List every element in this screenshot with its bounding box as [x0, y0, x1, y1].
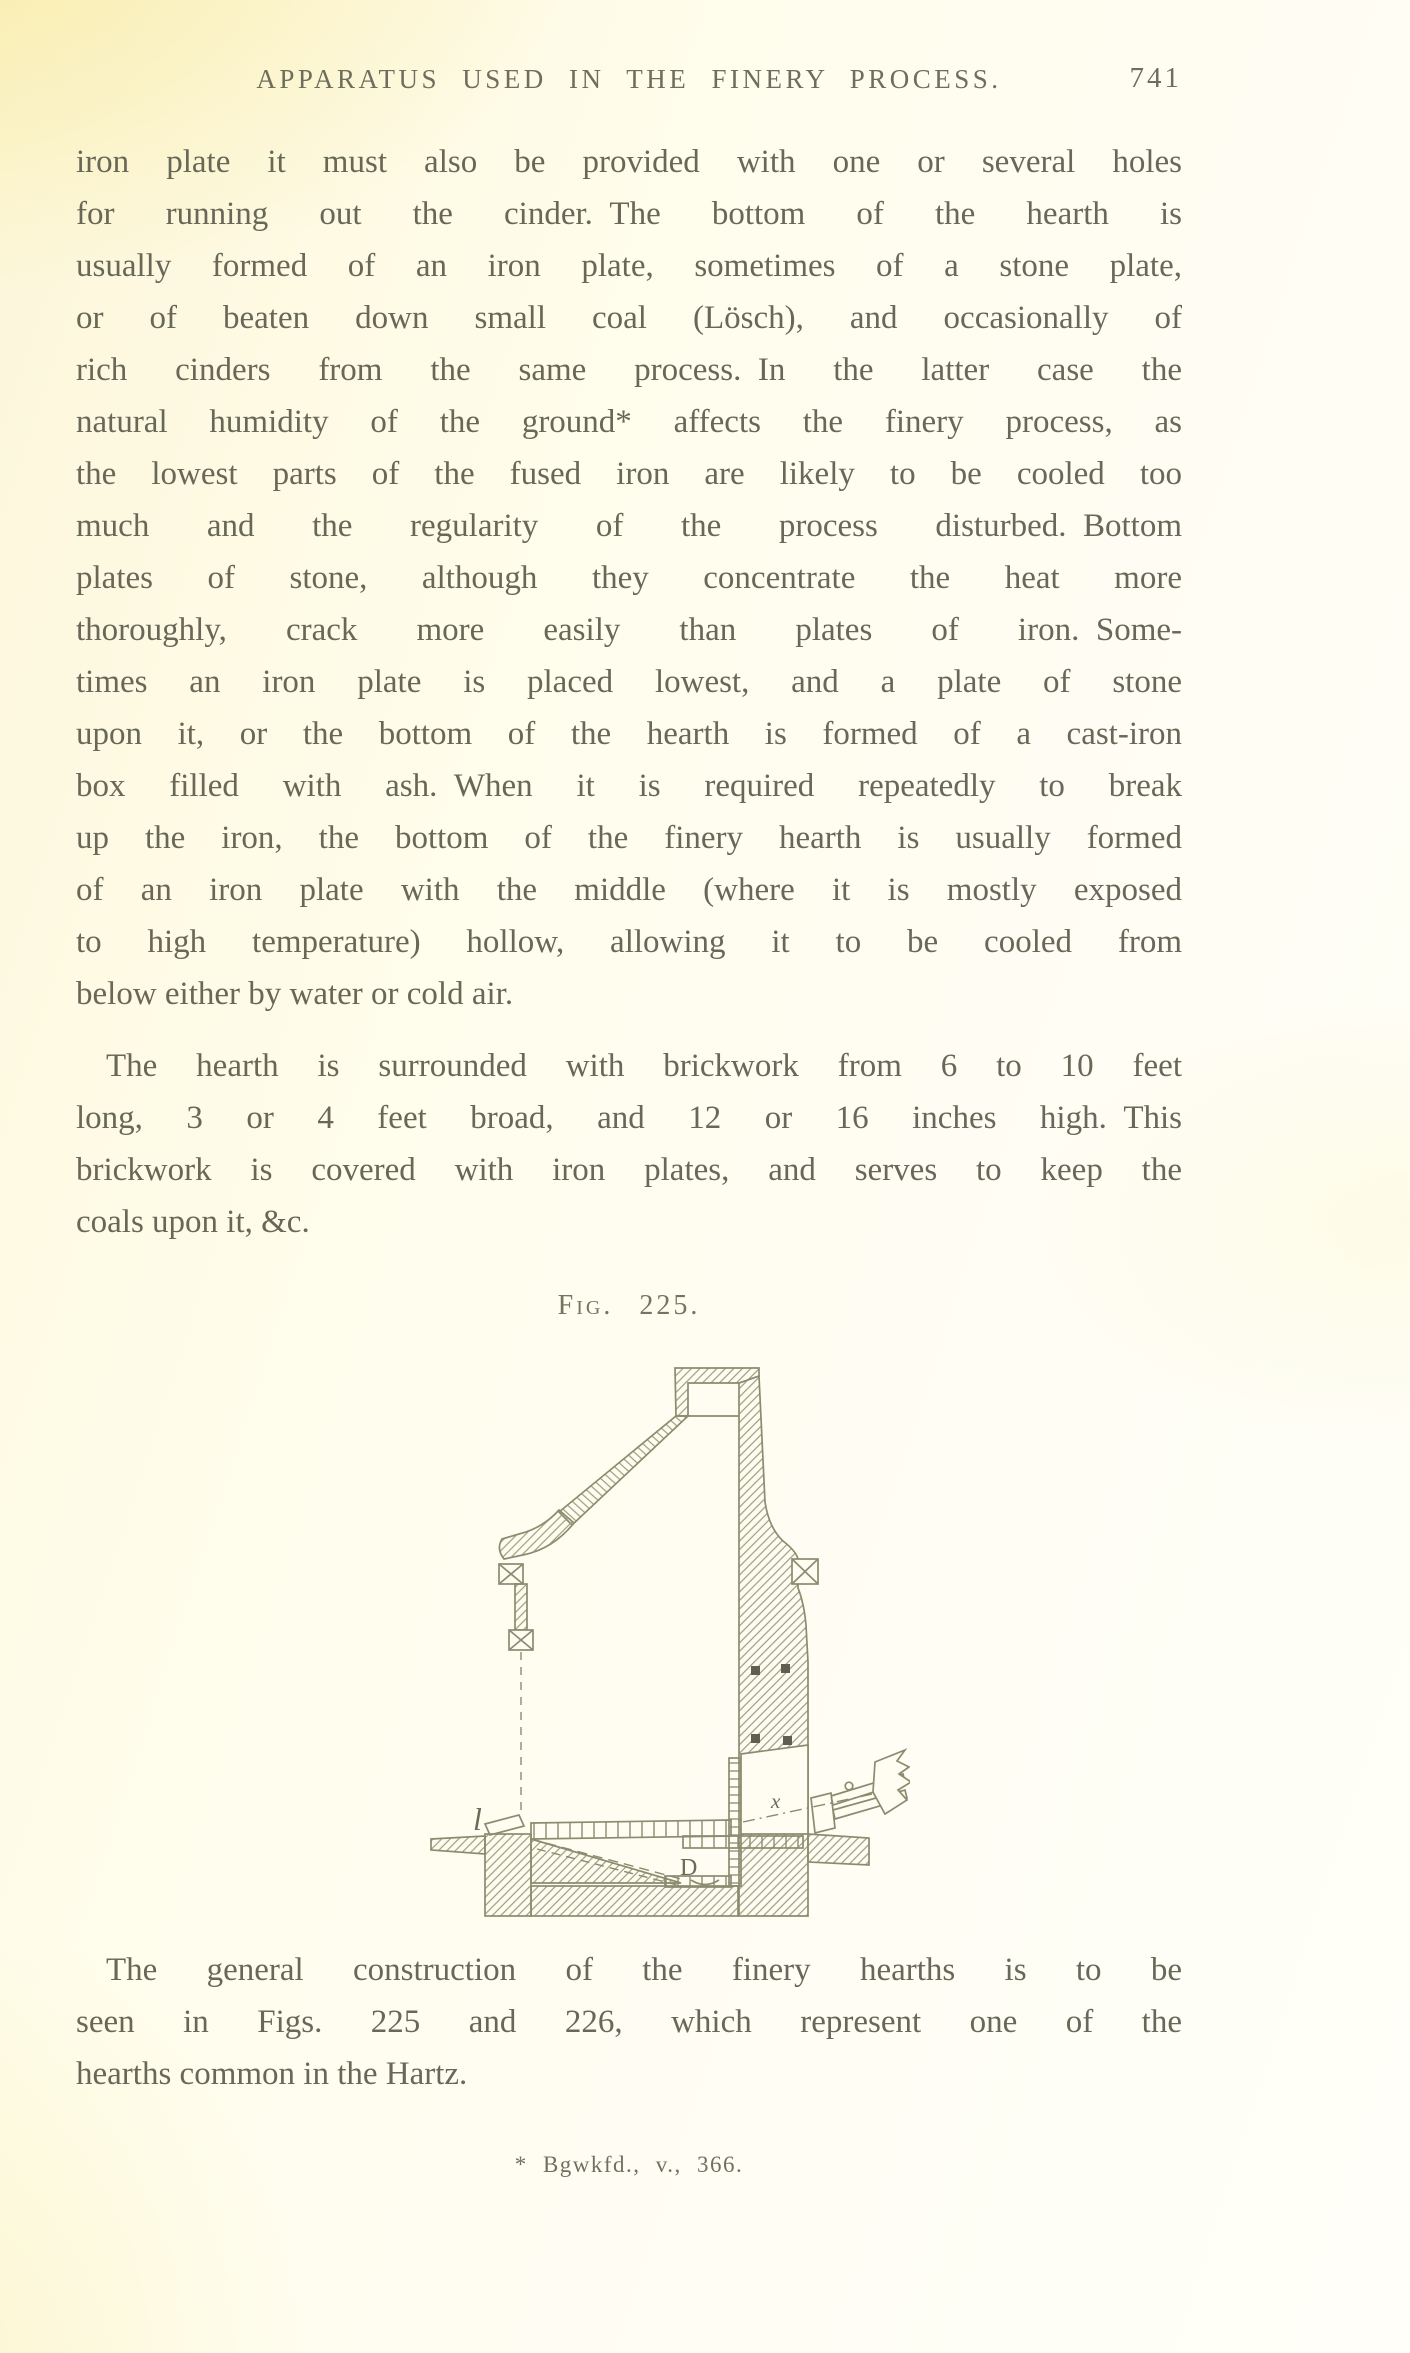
text-line: box filled with ash. When it is required repeatedly to break — [76, 768, 1182, 804]
finery-hearth-figure — [425, 1362, 910, 1937]
chimney-right-wall — [739, 1376, 808, 1916]
text-line: rich cinders from the same process. In the latter case the — [76, 352, 1182, 388]
text-line: to high temperature) hollow, allowing it to be cooled from — [76, 924, 1182, 960]
paragraph — [76, 136, 1182, 1020]
text-line: times an iron plate is placed lowest, and a plate of stone — [76, 664, 1182, 700]
hood-slope — [559, 1416, 688, 1525]
text-line: iron plate it must also be provided with one or several holes — [76, 144, 1182, 180]
text-line: of an iron plate with the middle (where it is mostly exposed — [76, 872, 1182, 908]
figure-label-tuyere: x — [771, 1789, 781, 1813]
cinder-spout — [485, 1815, 524, 1835]
hanging-rod — [499, 1564, 533, 1812]
text-line: long, 3 or 4 feet broad, and 12 or 16 inches high. This — [76, 1100, 1182, 1136]
text-line: The hearth is surrounded with brickwork from 6 to 10 feet — [106, 1048, 1182, 1084]
text-line: plates of stone, although they concentrate the heat more — [76, 560, 1182, 596]
text-line: upon it, or the bottom of the hearth is formed of a cast-iron — [76, 716, 1182, 752]
figure-label-hearth: D — [680, 1855, 698, 1881]
text-line: natural humidity of the ground* affects the finery process, as — [76, 404, 1182, 440]
paragraph — [76, 1944, 1182, 2100]
figure-label-spout: l — [473, 1801, 482, 1837]
text-line: The general construction of the finery hearths is to be — [106, 1952, 1182, 1988]
text-line: thoroughly, crack more easily than plates of iron. Some- — [76, 612, 1182, 648]
text-line: below either by water or cold air. — [76, 976, 514, 1012]
hood-ledge — [499, 1510, 574, 1559]
right-ledge-box — [792, 1559, 818, 1584]
text-line: the lowest parts of the fused iron are likely to be cooled too — [76, 456, 1182, 492]
ground-left — [431, 1836, 485, 1854]
footnote: * Bgwkfd., v., 366. — [514, 2152, 744, 2177]
text-line: brickwork is covered with iron plates, and serves to keep the — [76, 1152, 1182, 1188]
page-header — [76, 64, 1182, 95]
text-line: coals upon it, &c. — [76, 1204, 310, 1240]
text-line: for running out the cinder. The bottom of the hearth is — [76, 196, 1182, 232]
text-line: much and the regularity of the process disturbed. Bottom — [76, 508, 1182, 544]
finery-hearth-engraving — [425, 1362, 910, 1937]
basin-brick-row — [683, 1836, 803, 1848]
running-head: APPARATUS USED IN THE FINERY PROCESS. — [256, 64, 1002, 94]
ground-right — [808, 1834, 869, 1865]
text-line: hearths common in the Hartz. — [76, 2056, 468, 2092]
text-line: or of beaten down small coal (Lösch), and occasionally of — [76, 300, 1182, 336]
text-line: up the iron, the bottom of the finery hearth is usually formed — [76, 820, 1182, 856]
base-slab — [531, 1886, 738, 1916]
text-line: seen in Figs. 225 and 226, which represent one of the — [76, 2004, 1182, 2040]
figure-caption: Fig. 225. — [557, 1290, 701, 1321]
firewall-strip — [729, 1758, 741, 1886]
page-number: 741 — [1129, 62, 1182, 94]
paragraph — [76, 1040, 1182, 1248]
basin-tooth-row — [665, 1876, 731, 1887]
base-left — [485, 1834, 531, 1916]
text-line: usually formed of an iron plate, sometimes of a stone plate, — [76, 248, 1182, 284]
